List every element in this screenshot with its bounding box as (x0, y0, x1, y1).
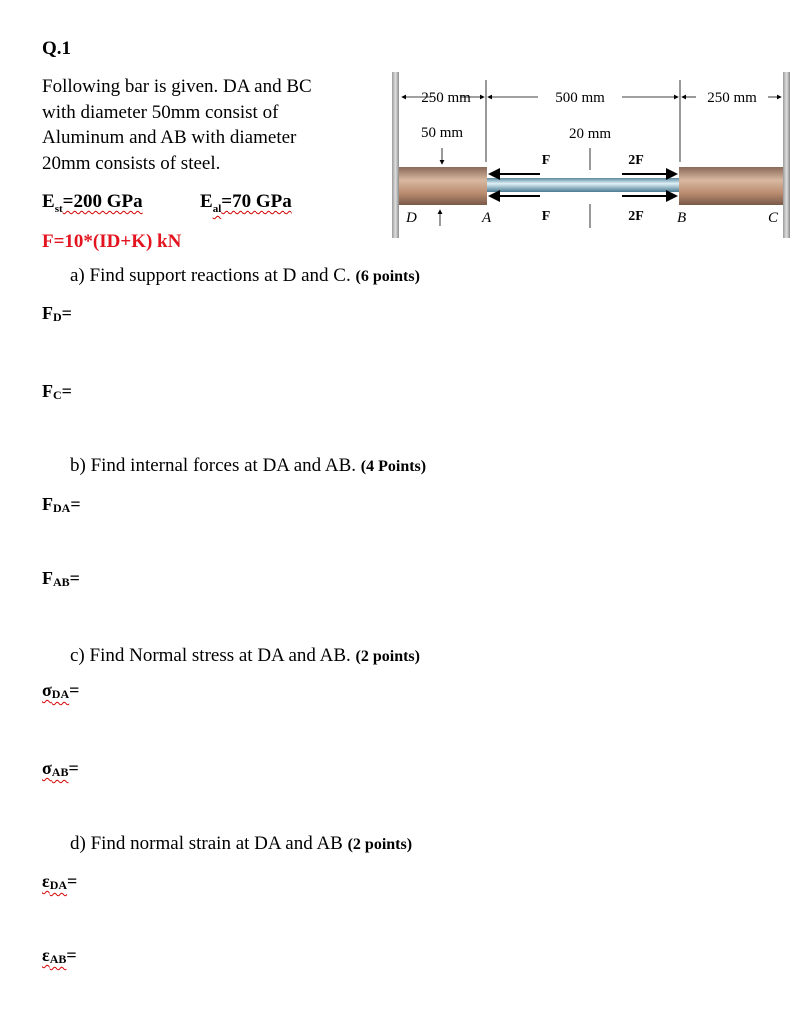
fc-main: F (42, 381, 53, 401)
eal-prefix: E (200, 191, 213, 212)
part-d-question (70, 833, 412, 855)
part-a-text: a) Find support reactions at D and C. (70, 265, 356, 286)
est-prefix: E (42, 191, 55, 212)
fd-eq: = (61, 303, 72, 323)
fab-sub: AB (53, 575, 70, 589)
dia-large-label: 50 mm (420, 125, 464, 141)
part-a-question (70, 265, 420, 287)
dim-middle-label: 500 mm (555, 90, 605, 106)
part-d-text: d) Find normal strain at DA and AB (70, 833, 348, 854)
answer-fab (42, 568, 80, 590)
steel-modulus (42, 191, 143, 215)
answer-eps-ab (42, 945, 77, 967)
part-c-question (70, 645, 420, 667)
left-wall (392, 72, 399, 238)
sab-sub: AB (51, 765, 69, 779)
problem-statement (42, 74, 350, 176)
sda-eq: = (69, 680, 80, 700)
fc-sub: C (53, 388, 62, 402)
force-2f-bottom-label: 2F (628, 209, 644, 224)
part-a-points: (6 points) (355, 268, 420, 285)
eab-eq: = (66, 945, 77, 965)
fc-eq: = (61, 381, 72, 401)
est-value: =200 GPa (62, 191, 143, 212)
force-f-bottom-label: F (541, 209, 551, 224)
sab-main: σ (42, 758, 52, 778)
eal-value: =70 GPa (221, 191, 292, 212)
dia-small-label: 20 mm (568, 126, 612, 142)
point-d-label: D (406, 210, 417, 226)
answer-fc (42, 381, 72, 403)
sda-main: σ (42, 680, 52, 700)
aluminum-modulus (200, 191, 292, 215)
answer-fd (42, 303, 72, 325)
point-c-label: C (768, 210, 779, 226)
fda-sub: DA (53, 501, 71, 515)
part-b-text: b) Find internal forces at DA and AB. (70, 455, 361, 476)
answer-eps-da (42, 871, 77, 893)
force-formula: F=10*(ID+K) kN (42, 231, 182, 252)
intro-line-4: 20mm consists of steel. (42, 152, 221, 174)
eda-eq: = (67, 871, 78, 891)
part-d-points: (2 points) (347, 836, 413, 853)
fab-main: F (42, 568, 53, 588)
dim-right-label: 250 mm (707, 90, 757, 106)
sab-eq: = (68, 758, 79, 778)
force-2f-top-label: 2F (628, 153, 644, 168)
right-wall (783, 72, 790, 238)
eab-sub: AB (49, 952, 67, 966)
question-number: Q.1 (42, 38, 72, 59)
eda-main: ε (42, 871, 50, 891)
part-b-points: (4 Points) (360, 458, 427, 475)
answer-fda (42, 494, 81, 516)
dim-left-label: 250 mm (421, 90, 471, 106)
sda-sub: DA (51, 687, 70, 701)
eal-sub: al (212, 202, 222, 215)
segment-ab (487, 178, 679, 192)
eda-sub: DA (49, 878, 68, 892)
bar-diagram (390, 70, 792, 242)
fda-eq: = (70, 494, 81, 514)
point-a-label: A (482, 210, 492, 226)
part-c-text: c) Find Normal stress at DA and AB. (70, 645, 356, 666)
fd-main: F (42, 303, 53, 323)
part-b-question (70, 455, 426, 477)
intro-line-2: with diameter 50mm consist of (42, 101, 279, 123)
answer-sigma-ab (42, 758, 79, 780)
intro-line-1: Following bar is given. DA and BC (42, 76, 312, 97)
point-b-label: B (677, 210, 687, 226)
est-sub: st (54, 202, 63, 215)
fab-eq: = (69, 568, 80, 588)
part-c-points: (2 points) (355, 648, 420, 665)
answer-sigma-da (42, 680, 79, 702)
force-f-top-label: F (541, 153, 551, 168)
segment-da (399, 167, 487, 205)
eab-main: ε (42, 945, 50, 965)
fd-sub: D (53, 310, 62, 324)
segment-bc (679, 167, 783, 205)
fda-main: F (42, 494, 53, 514)
intro-line-3: Aluminum and AB with diameter (42, 127, 297, 148)
